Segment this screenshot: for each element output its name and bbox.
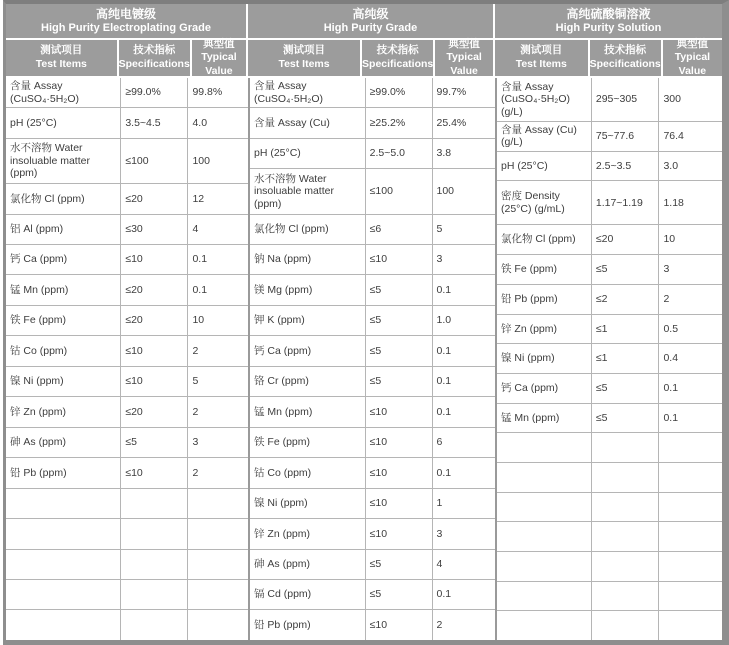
- typical-value-cell: 0.1: [192, 283, 208, 296]
- test-item-cell: pH (25°C): [497, 152, 592, 181]
- section-title: [6, 4, 246, 38]
- specification-cell: [592, 552, 660, 581]
- table-row: [250, 138, 495, 168]
- specification-cell: [592, 611, 660, 640]
- test-item-cell: 镍 Ni (ppm): [250, 489, 366, 518]
- test-item-cell: 含量 Assay (CuSO₄·5H₂O): [250, 78, 366, 107]
- section-electroplating-grade: [6, 4, 248, 640]
- table-row: [250, 457, 495, 487]
- test-item-cell: 锌 Zn (ppm): [250, 519, 366, 548]
- typical-value-cell: 25.4%: [436, 116, 467, 129]
- table-row: [250, 274, 495, 304]
- column-header-zh: 技术指标: [604, 44, 647, 57]
- specification-cell: ≤10: [121, 367, 188, 396]
- table-row: [497, 78, 722, 121]
- test-item-cell: 氯化物 Cl (ppm): [497, 225, 592, 254]
- test-item-cell: [6, 580, 121, 609]
- test-item-cell: 镉 Cd (ppm): [250, 580, 366, 609]
- specification-cell: ≤10: [366, 428, 433, 457]
- table-row: [497, 180, 722, 224]
- column-header-typical-value: [435, 37, 493, 77]
- column-header-zh: 测试项目: [40, 44, 83, 57]
- section-title-zh: 高纯硫酸铜溶液: [566, 6, 651, 21]
- test-item-cell: 铁 Fe (ppm): [497, 255, 592, 284]
- specification-cell: ≤20: [121, 275, 188, 304]
- typical-value-cell: [659, 433, 722, 462]
- test-item-cell: [497, 493, 592, 522]
- typical-value-cell: 12: [192, 192, 205, 205]
- specification-cell: ≥99.0%: [366, 78, 433, 107]
- column-header-en: Test Items: [515, 58, 567, 70]
- test-item-cell: pH (25°C): [250, 139, 366, 168]
- test-item-cell: [497, 433, 592, 462]
- column-header-zh: 典型值: [203, 37, 235, 50]
- column-header-specifications: [362, 40, 433, 76]
- table-row: [6, 214, 248, 244]
- table-row: [6, 138, 248, 183]
- empty-row: [6, 518, 248, 548]
- test-item-cell: [6, 610, 121, 639]
- typical-value-cell: 1.0: [436, 314, 452, 327]
- test-item-cell: 含量 Assay (Cu) (g/L): [497, 122, 592, 151]
- typical-value-cell: 0.1: [436, 375, 452, 388]
- typical-value-cell: 2: [663, 292, 670, 305]
- section-body: [6, 78, 248, 640]
- typical-value-cell: 1.18: [663, 196, 684, 209]
- section-title-zh: 高纯级: [352, 6, 389, 21]
- typical-value-cell: 1: [436, 497, 443, 510]
- test-item-cell: 镍 Ni (ppm): [497, 344, 592, 373]
- test-item-cell: 铁 Fe (ppm): [250, 428, 366, 457]
- table-row: [6, 183, 248, 213]
- table-row: [250, 579, 495, 609]
- test-item-cell: 钙 Ca (ppm): [497, 374, 592, 403]
- specification-cell: [592, 433, 660, 462]
- specification-cell: ≤10: [366, 610, 433, 639]
- typical-value-cell: 100: [436, 185, 455, 198]
- test-item-cell: 镍 Ni (ppm): [6, 367, 121, 396]
- table-row: [6, 78, 248, 107]
- typical-value-cell: 100: [192, 154, 210, 167]
- table-row: [250, 366, 495, 396]
- typical-value-cell: 0.1: [436, 588, 452, 601]
- column-header-row: [495, 37, 722, 77]
- typical-value-cell: 3: [192, 436, 199, 449]
- typical-value-cell: 6: [436, 436, 443, 449]
- specification-cell: ≤2: [592, 285, 660, 314]
- specification-cell: [121, 550, 188, 579]
- section-title-zh: 高纯电镀级: [95, 6, 156, 21]
- test-item-cell: 氯化物 Cl (ppm): [250, 215, 366, 244]
- specification-cell: ≤10: [121, 336, 188, 365]
- column-header-zh: 典型值: [676, 37, 709, 50]
- table-row: [497, 373, 722, 403]
- specification-cell: ≤5: [121, 428, 188, 457]
- typical-value-cell: [659, 493, 722, 522]
- table-row: [6, 335, 248, 365]
- table-row: [6, 107, 248, 137]
- specification-cell: [592, 463, 660, 492]
- empty-row: [6, 549, 248, 579]
- test-item-cell: [6, 489, 121, 518]
- column-header-row: [6, 37, 246, 77]
- typical-value-cell: 10: [192, 314, 205, 327]
- section-title: [248, 4, 493, 38]
- table-row: [497, 151, 722, 181]
- test-item-cell: 锰 Mn (ppm): [6, 275, 121, 304]
- test-item-cell: 氯化物 Cl (ppm): [6, 184, 121, 213]
- specification-cell: [121, 519, 188, 548]
- specification-cell: [592, 493, 660, 522]
- typical-value-cell: 0.1: [436, 466, 452, 479]
- empty-row: [6, 609, 248, 639]
- specification-cell: ≤5: [592, 374, 660, 403]
- typical-value-cell: [659, 582, 722, 611]
- test-item-cell: pH (25°C): [6, 108, 121, 137]
- empty-row: [497, 521, 722, 551]
- table-row: [6, 366, 248, 396]
- column-header-test-items: [495, 40, 588, 76]
- column-header-zh: 技术指标: [376, 44, 419, 57]
- test-item-cell: 铝 Al (ppm): [6, 215, 121, 244]
- test-item-cell: 钠 Na (ppm): [250, 245, 366, 274]
- table-row: [250, 244, 495, 274]
- empty-row: [497, 581, 722, 611]
- column-header-zh: 典型值: [448, 37, 480, 50]
- typical-value-cell: 0.1: [436, 344, 452, 357]
- typical-value-cell: 10: [663, 233, 676, 246]
- typical-value-cell: 5: [192, 375, 199, 388]
- test-item-cell: 钙 Ca (ppm): [250, 336, 366, 365]
- empty-row: [6, 579, 248, 609]
- typical-value-cell: 4: [192, 222, 199, 235]
- column-header-typical-value: [663, 37, 722, 77]
- table-row: [250, 396, 495, 426]
- table-row: [250, 168, 495, 213]
- column-header-zh: 技术指标: [133, 44, 176, 57]
- typical-value-cell: 99.7%: [436, 86, 467, 99]
- typical-value-cell: [188, 610, 248, 639]
- section-title-en: High Purity Solution: [555, 21, 662, 34]
- specification-cell: ≤10: [366, 397, 433, 426]
- spec-table: [3, 0, 729, 645]
- specification-cell: ≤10: [366, 458, 433, 487]
- empty-row: [497, 551, 722, 581]
- typical-value-cell: [659, 611, 722, 640]
- typical-value-cell: 0.1: [436, 283, 452, 296]
- specification-cell: 2.5~5.0: [366, 139, 433, 168]
- table-row: [250, 609, 495, 639]
- specification-cell: ≥99.0%: [121, 78, 188, 107]
- test-item-cell: 钙 Ca (ppm): [6, 245, 121, 274]
- specification-cell: ≤100: [366, 169, 433, 213]
- table-row: [250, 427, 495, 457]
- test-item-cell: 锌 Zn (ppm): [497, 315, 592, 344]
- typical-value-cell: [659, 522, 722, 551]
- typical-value-cell: 5: [436, 222, 443, 235]
- table-row: [497, 403, 722, 433]
- test-item-cell: [6, 519, 121, 548]
- table-row: [250, 335, 495, 365]
- empty-row: [497, 432, 722, 462]
- typical-value-cell: 300: [663, 93, 681, 106]
- typical-value-cell: 3: [436, 253, 443, 266]
- specification-cell: ≤10: [366, 519, 433, 548]
- specification-cell: [592, 582, 660, 611]
- typical-value-cell: [188, 519, 248, 548]
- typical-value-cell: [188, 580, 248, 609]
- test-item-cell: [6, 550, 121, 579]
- table-row: [250, 488, 495, 518]
- specification-cell: ≤1: [592, 344, 660, 373]
- table-row: [497, 254, 722, 284]
- typical-value-cell: 3: [436, 527, 443, 540]
- specification-cell: 75~77.6: [592, 122, 660, 151]
- specification-cell: ≤1: [592, 315, 660, 344]
- table-row: [6, 244, 248, 274]
- test-item-cell: 砷 As (ppm): [250, 550, 366, 579]
- test-item-cell: 镁 Mg (ppm): [250, 275, 366, 304]
- specification-cell: ≤5: [366, 580, 433, 609]
- table-row: [497, 343, 722, 373]
- test-item-cell: [497, 463, 592, 492]
- column-header-en: Typical Value: [674, 51, 711, 77]
- section-body: [248, 78, 495, 640]
- section-title-en: High Purity Electroplating Grade: [41, 21, 211, 34]
- table-row: [250, 78, 495, 107]
- test-item-cell: 铅 Pb (ppm): [250, 610, 366, 639]
- empty-row: [497, 492, 722, 522]
- specification-cell: ≤10: [121, 458, 188, 487]
- specification-cell: ≤100: [121, 139, 188, 183]
- specification-cell: [121, 580, 188, 609]
- section-body: [495, 78, 722, 640]
- specification-cell: ≤6: [366, 215, 433, 244]
- specification-cell: ≤5: [366, 306, 433, 335]
- specification-cell: ≤10: [366, 245, 433, 274]
- test-item-cell: [497, 552, 592, 581]
- table-row: [250, 107, 495, 137]
- specification-cell: ≤10: [121, 245, 188, 274]
- test-item-cell: 锰 Mn (ppm): [497, 404, 592, 433]
- typical-value-cell: 3.8: [436, 147, 452, 160]
- typical-value-cell: 0.1: [192, 253, 208, 266]
- specification-cell: ≤20: [592, 225, 660, 254]
- typical-value-cell: 3: [663, 263, 670, 276]
- empty-row: [497, 462, 722, 492]
- typical-value-cell: [659, 552, 722, 581]
- column-header-en: Specifications: [362, 58, 434, 70]
- test-item-cell: 水不溶物 Water insoluable matter (ppm): [250, 169, 366, 213]
- test-item-cell: 含量 Assay (CuSO₄·5H₂O): [6, 78, 121, 107]
- specification-cell: [592, 522, 660, 551]
- test-item-cell: [497, 582, 592, 611]
- typical-value-cell: 4.0: [192, 116, 208, 129]
- specification-cell: ≤20: [121, 184, 188, 213]
- table-row: [497, 314, 722, 344]
- table-row: [497, 224, 722, 254]
- test-item-cell: 密度 Density (25°C) (g/mL): [497, 181, 592, 224]
- table-row: [6, 457, 248, 487]
- test-item-cell: [497, 522, 592, 551]
- specification-cell: ≤5: [366, 275, 433, 304]
- typical-value-cell: 0.4: [663, 352, 679, 365]
- test-item-cell: 含量 Assay (Cu): [250, 108, 366, 137]
- column-header-zh: 测试项目: [283, 44, 326, 57]
- typical-value-cell: 2: [436, 618, 443, 631]
- typical-value-cell: 3.0: [663, 159, 679, 172]
- column-header-test-items: [248, 40, 360, 76]
- specification-cell: [121, 610, 188, 639]
- section-high-purity-grade: [248, 4, 495, 640]
- table-row: [6, 305, 248, 335]
- specification-cell: 3.5~4.5: [121, 108, 188, 137]
- section-title: [495, 4, 722, 38]
- specification-cell: 1.17~1.19: [592, 181, 660, 224]
- column-header-specifications: [590, 40, 661, 76]
- test-item-cell: 钴 Co (ppm): [250, 458, 366, 487]
- specification-cell: ≥25.2%: [366, 108, 433, 137]
- specification-cell: ≤5: [592, 404, 660, 433]
- empty-row: [6, 488, 248, 518]
- specification-cell: ≤5: [366, 550, 433, 579]
- table-row: [6, 274, 248, 304]
- test-item-cell: 铬 Cr (ppm): [250, 367, 366, 396]
- typical-value-cell: 0.5: [663, 322, 679, 335]
- typical-value-cell: 4: [436, 557, 443, 570]
- typical-value-cell: 2: [192, 344, 199, 357]
- test-item-cell: 锰 Mn (ppm): [250, 397, 366, 426]
- specification-cell: 2.5~3.5: [592, 152, 660, 181]
- table-row: [6, 396, 248, 426]
- column-header-en: Typical Value: [446, 51, 482, 77]
- test-item-cell: 水不溶物 Water insoluable matter (ppm): [6, 139, 121, 183]
- table-row: [497, 284, 722, 314]
- column-header-en: Typical Value: [201, 51, 237, 77]
- table-row: [250, 549, 495, 579]
- column-header-specifications: [119, 40, 190, 76]
- test-item-cell: 锌 Zn (ppm): [6, 397, 121, 426]
- column-header-typical-value: [192, 37, 246, 77]
- table-row: [6, 427, 248, 457]
- test-item-cell: 钴 Co (ppm): [6, 336, 121, 365]
- column-header-test-items: [6, 40, 117, 76]
- empty-row: [497, 610, 722, 640]
- specification-cell: ≤10: [366, 489, 433, 518]
- test-item-cell: 铅 Pb (ppm): [6, 458, 121, 487]
- typical-value-cell: 0.1: [436, 405, 452, 418]
- specification-cell: ≤5: [592, 255, 660, 284]
- typical-value-cell: 76.4: [663, 130, 684, 143]
- typical-value-cell: [659, 463, 722, 492]
- typical-value-cell: 2: [192, 466, 199, 479]
- test-item-cell: 砷 As (ppm): [6, 428, 121, 457]
- typical-value-cell: [188, 550, 248, 579]
- column-header-en: Test Items: [35, 58, 87, 70]
- typical-value-cell: [188, 489, 248, 518]
- test-item-cell: 含量 Assay (CuSO₄·5H₂O) (g/L): [497, 78, 592, 121]
- column-header-row: [248, 37, 493, 77]
- table-row: [497, 121, 722, 151]
- test-item-cell: [497, 611, 592, 640]
- specification-cell: ≤20: [121, 397, 188, 426]
- typical-value-cell: 0.1: [663, 411, 679, 424]
- test-item-cell: 钾 K (ppm): [250, 306, 366, 335]
- specification-cell: ≤5: [366, 367, 433, 396]
- section-high-purity-solution: [495, 4, 722, 640]
- column-header-zh: 测试项目: [520, 44, 563, 57]
- specification-cell: [121, 489, 188, 518]
- table-row: [250, 214, 495, 244]
- specification-cell: 295~305: [592, 78, 660, 121]
- table-row: [250, 305, 495, 335]
- column-header-en: Specifications: [589, 58, 661, 70]
- test-item-cell: 铁 Fe (ppm): [6, 306, 121, 335]
- section-title-en: High Purity Grade: [323, 21, 418, 34]
- specification-cell: ≤20: [121, 306, 188, 335]
- table-row: [250, 518, 495, 548]
- specification-cell: ≤30: [121, 215, 188, 244]
- column-header-en: Test Items: [278, 58, 330, 70]
- specification-cell: ≤5: [366, 336, 433, 365]
- column-header-en: Specifications: [118, 58, 190, 70]
- typical-value-cell: 2: [192, 405, 199, 418]
- test-item-cell: 铅 Pb (ppm): [497, 285, 592, 314]
- typical-value-cell: 0.1: [663, 381, 679, 394]
- typical-value-cell: 99.8%: [192, 86, 223, 99]
